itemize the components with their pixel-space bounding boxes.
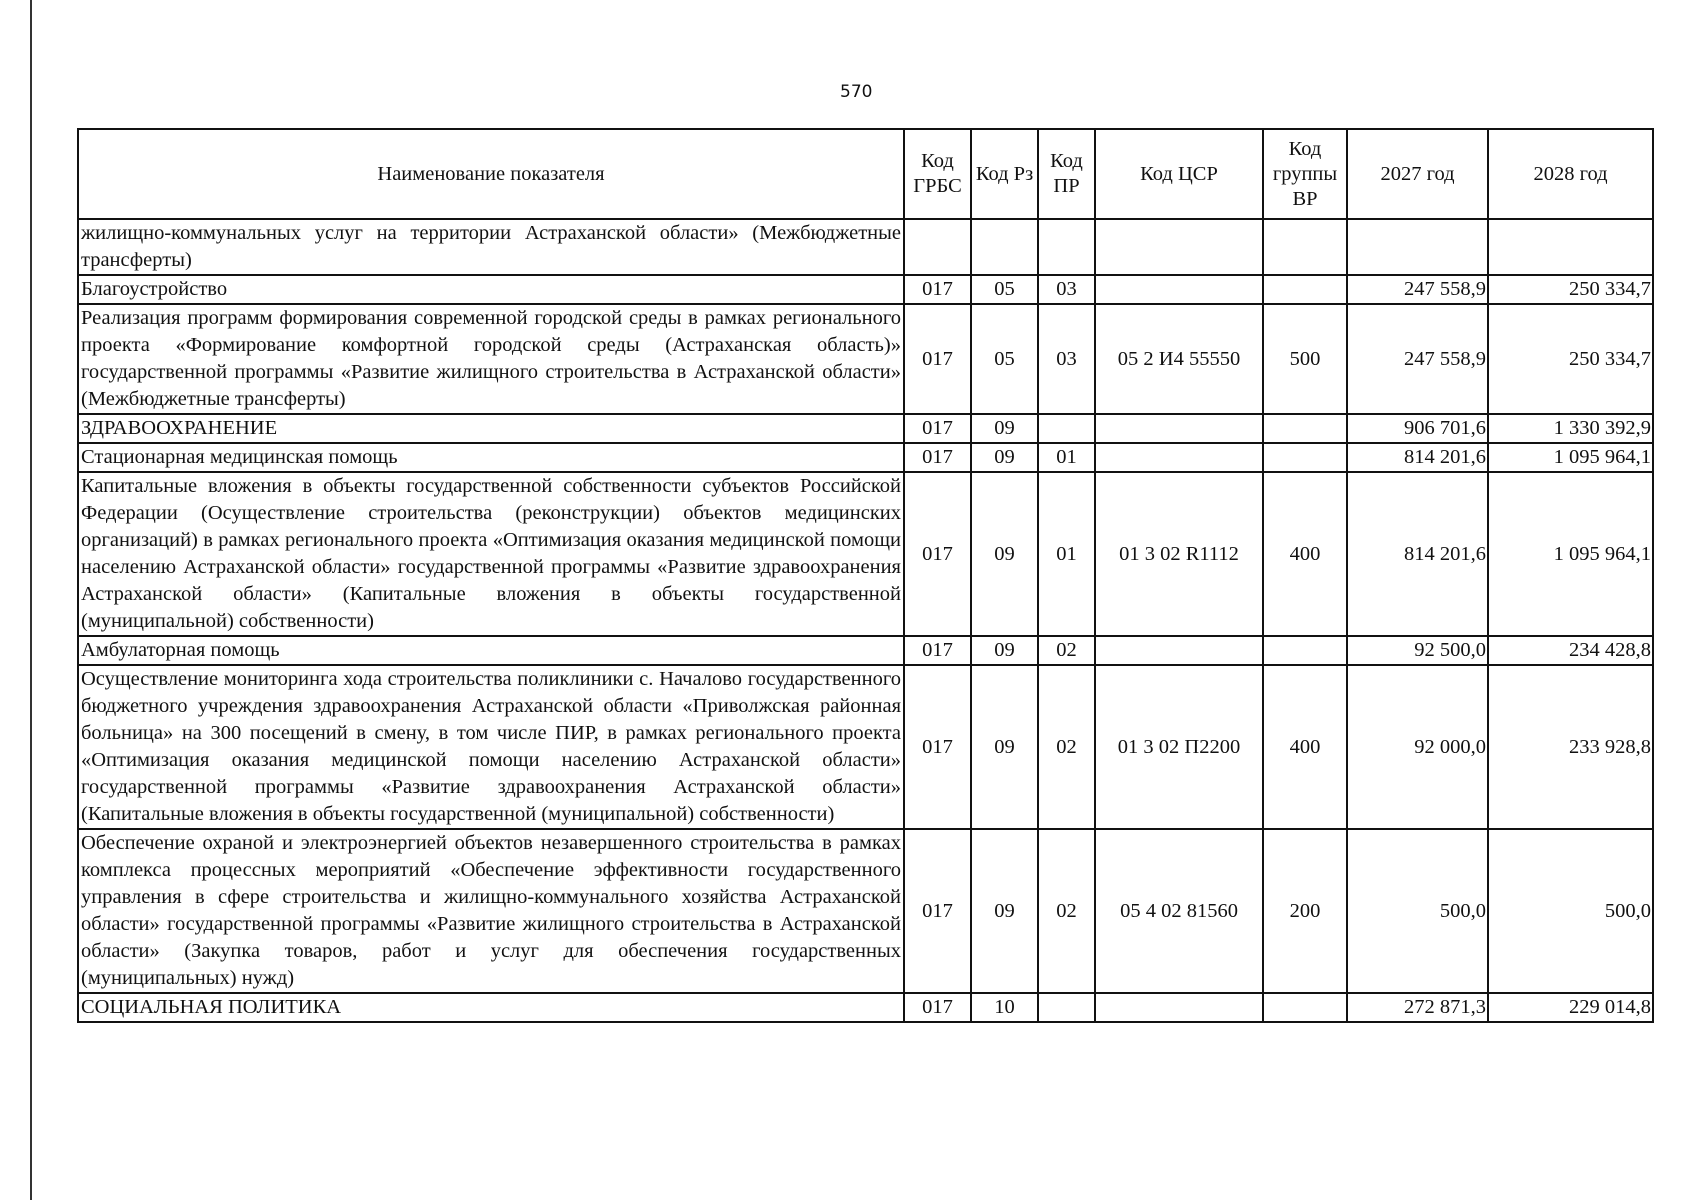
- cell-2027: 247 558,9: [1347, 275, 1488, 304]
- budget-table: [77, 128, 1654, 1023]
- cell-pr: 02: [1038, 829, 1095, 993]
- cell-grbs: 017: [904, 993, 971, 1022]
- cell-2028: 250 334,7: [1488, 304, 1653, 414]
- table-row: [78, 414, 1653, 443]
- cell-pr: 01: [1038, 472, 1095, 636]
- table-row: [78, 275, 1653, 304]
- cell-csr: 05 4 02 81560: [1095, 829, 1263, 993]
- cell-2028: [1488, 219, 1653, 275]
- cell-vr: [1263, 993, 1347, 1022]
- cell-vr: [1263, 414, 1347, 443]
- cell-rz: 05: [971, 304, 1038, 414]
- cell-2028: 500,0: [1488, 829, 1653, 993]
- cell-2028: 229 014,8: [1488, 993, 1653, 1022]
- cell-vr: [1263, 636, 1347, 665]
- cell-2028: 250 334,7: [1488, 275, 1653, 304]
- cell-pr: [1038, 993, 1095, 1022]
- table-row: [78, 993, 1653, 1022]
- cell-name: Амбулаторная помощь: [78, 636, 904, 665]
- page-number: 570: [840, 82, 873, 102]
- cell-rz: 10: [971, 993, 1038, 1022]
- header-rz: Код Рз: [971, 129, 1038, 219]
- cell-pr: 03: [1038, 304, 1095, 414]
- cell-name: Осуществление мониторинга хода строительства поликлиники с. Началово государственного бюджетного учреждения здравоохранения Астраханской области «Приволжская районная больница» на 300 посещений в смену, в том числе ПИР, в рамках регионального проекта «Оптимизация оказания медицинской помощи населению Астраханской области» государственной программы «Развитие здравоохранения Астраханской области» (Капитальные вложения в объекты государственной (муниципальной) собственности): [78, 665, 904, 829]
- header-pr: Код ПР: [1038, 129, 1095, 219]
- cell-vr: [1263, 275, 1347, 304]
- cell-rz: 09: [971, 472, 1038, 636]
- cell-2027: 906 701,6: [1347, 414, 1488, 443]
- cell-2028: 233 928,8: [1488, 665, 1653, 829]
- cell-pr: 02: [1038, 665, 1095, 829]
- cell-rz: 05: [971, 275, 1038, 304]
- cell-csr: [1095, 219, 1263, 275]
- cell-vr: 200: [1263, 829, 1347, 993]
- header-name: Наименование показателя: [78, 129, 904, 219]
- cell-2027: [1347, 219, 1488, 275]
- cell-grbs: 017: [904, 829, 971, 993]
- cell-2028: 1 330 392,9: [1488, 414, 1653, 443]
- cell-2028: 1 095 964,1: [1488, 472, 1653, 636]
- cell-vr: [1263, 443, 1347, 472]
- cell-name: ЗДРАВООХРАНЕНИЕ: [78, 414, 904, 443]
- cell-2027: 814 201,6: [1347, 472, 1488, 636]
- cell-rz: 09: [971, 443, 1038, 472]
- cell-grbs: 017: [904, 636, 971, 665]
- cell-2027: 92 000,0: [1347, 665, 1488, 829]
- cell-csr: [1095, 275, 1263, 304]
- cell-csr: 01 3 02 R1112: [1095, 472, 1263, 636]
- table-row: [78, 219, 1653, 275]
- cell-rz: 09: [971, 414, 1038, 443]
- header-csr: Код ЦСР: [1095, 129, 1263, 219]
- cell-name: Капитальные вложения в объекты государственной собственности субъектов Российской Федерации (Осуществление строительства (реконструкции) объектов медицинских организаций) в рамках регионального проекта «Оптимизация оказания медицинской помощи населению Астраханской области» государственной программы «Развитие здравоохранения Астраханской области» (Капитальные вложения в объекты государственной (муниципальной) собственности): [78, 472, 904, 636]
- cell-grbs: 017: [904, 665, 971, 829]
- table-row: [78, 636, 1653, 665]
- cell-2027: 500,0: [1347, 829, 1488, 993]
- cell-pr: [1038, 414, 1095, 443]
- cell-name: Реализация программ формирования современной городской среды в рамках регионального проекта «Формирование комфортной городской среды (Астраханская область)» государственной программы «Развитие жилищного строительства в Астраханской области» (Межбюджетные трансферты): [78, 304, 904, 414]
- table-row: [78, 472, 1653, 636]
- cell-2027: 247 558,9: [1347, 304, 1488, 414]
- cell-name: Обеспечение охраной и электроэнергией объектов незавершенного строительства в рамках комплекса процессных мероприятий «Обеспечение эффективности государственного управления в сфере строительства и жилищно-коммунального хозяйства Астраханской области» государственной программы «Развитие жилищного строительства в Астраханской области» (Закупка товаров, работ и услуг для обеспечения государственных (муниципальных) нужд): [78, 829, 904, 993]
- cell-csr: 05 2 И4 55550: [1095, 304, 1263, 414]
- cell-rz: 09: [971, 636, 1038, 665]
- table-row: [78, 665, 1653, 829]
- cell-grbs: [904, 219, 971, 275]
- cell-rz: 09: [971, 829, 1038, 993]
- cell-name: СОЦИАЛЬНАЯ ПОЛИТИКА: [78, 993, 904, 1022]
- header-2028: 2028 год: [1488, 129, 1653, 219]
- cell-csr: [1095, 414, 1263, 443]
- table-header-row: [78, 129, 1653, 219]
- cell-grbs: 017: [904, 443, 971, 472]
- cell-grbs: 017: [904, 414, 971, 443]
- page-binding-line: [30, 0, 32, 1200]
- cell-2027: 814 201,6: [1347, 443, 1488, 472]
- table-row: [78, 829, 1653, 993]
- table-row: [78, 443, 1653, 472]
- cell-name: Стационарная медицинская помощь: [78, 443, 904, 472]
- cell-rz: [971, 219, 1038, 275]
- header-2027: 2027 год: [1347, 129, 1488, 219]
- cell-rz: 09: [971, 665, 1038, 829]
- cell-vr: [1263, 219, 1347, 275]
- cell-csr: 01 3 02 П2200: [1095, 665, 1263, 829]
- header-grbs: Код ГРБС: [904, 129, 971, 219]
- cell-pr: 01: [1038, 443, 1095, 472]
- cell-pr: 02: [1038, 636, 1095, 665]
- cell-pr: [1038, 219, 1095, 275]
- cell-pr: 03: [1038, 275, 1095, 304]
- cell-vr: 400: [1263, 665, 1347, 829]
- cell-grbs: 017: [904, 304, 971, 414]
- cell-grbs: 017: [904, 472, 971, 636]
- cell-vr: 400: [1263, 472, 1347, 636]
- cell-name: жилищно-коммунальных услуг на территории Астраханской области» (Межбюджетные трансферты): [78, 219, 904, 275]
- cell-2027: 272 871,3: [1347, 993, 1488, 1022]
- cell-csr: [1095, 636, 1263, 665]
- cell-grbs: 017: [904, 275, 971, 304]
- cell-vr: 500: [1263, 304, 1347, 414]
- cell-2028: 1 095 964,1: [1488, 443, 1653, 472]
- header-vr: Код группы ВР: [1263, 129, 1347, 219]
- table-row: [78, 304, 1653, 414]
- cell-name: Благоустройство: [78, 275, 904, 304]
- cell-csr: [1095, 993, 1263, 1022]
- cell-2028: 234 428,8: [1488, 636, 1653, 665]
- cell-csr: [1095, 443, 1263, 472]
- cell-2027: 92 500,0: [1347, 636, 1488, 665]
